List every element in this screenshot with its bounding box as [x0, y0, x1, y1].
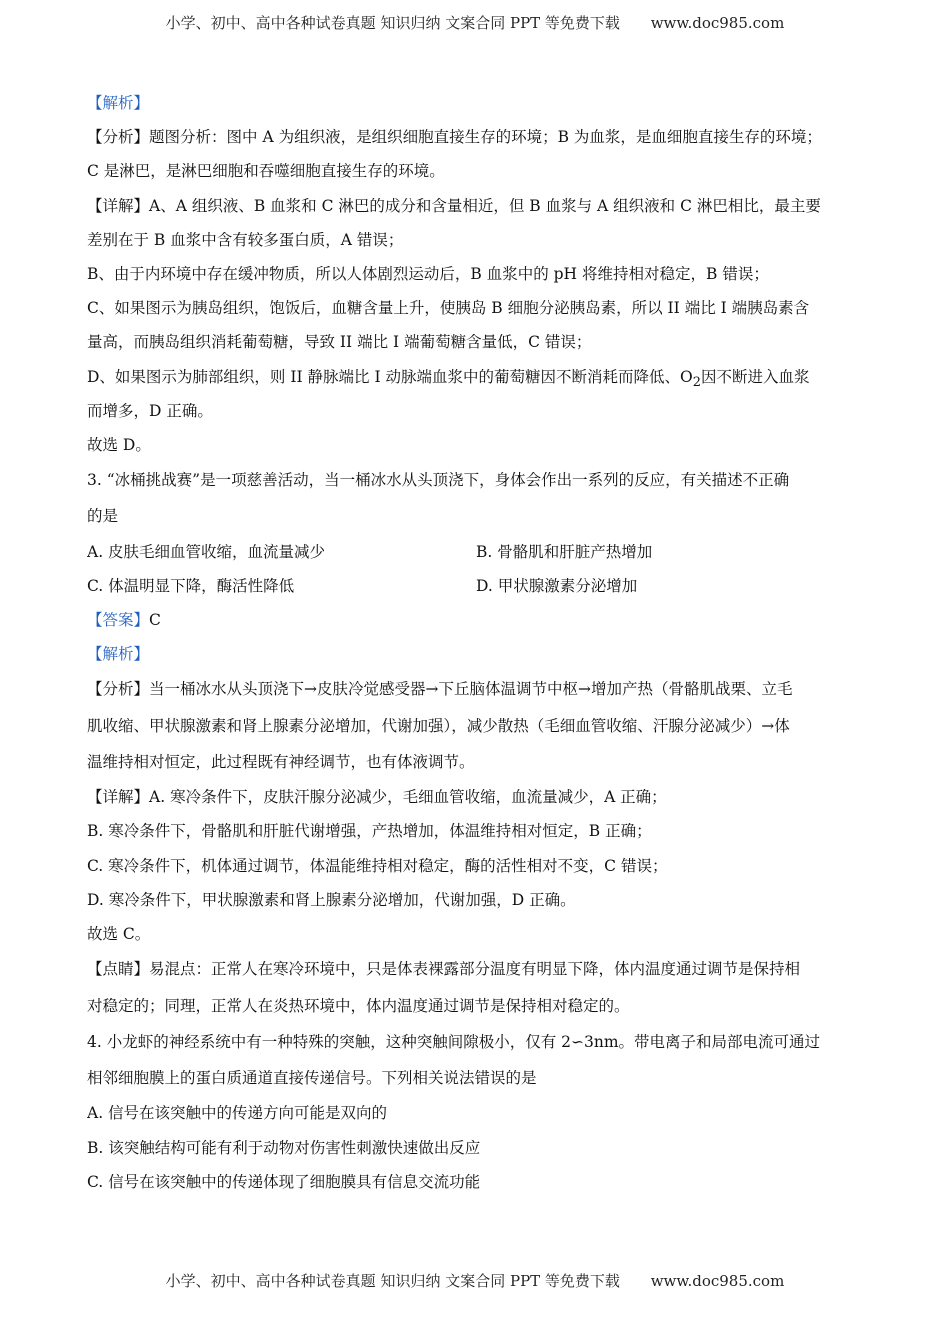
- jiexi-tag: 【解析】: [87, 94, 150, 112]
- page-footer: [0, 1270, 950, 1291]
- q2-xiangjie-line: B、由于内环境中存在缓冲物质，所以人体剧烈运动后，B 血浆中的 pH 将维持相对稳定，B 错误；: [87, 264, 769, 283]
- header-url[interactable]: www.doc985.com: [650, 14, 785, 32]
- text-span: 因不断进入血浆: [700, 367, 810, 386]
- q3-xiangjie-line: B. 寒冷条件下，骨骼肌和肝脏代谢增强，产热增加，体温维持相对恒定，B 正确；: [87, 822, 652, 841]
- xiangjie-tag: 【详解】: [87, 788, 150, 807]
- text-span: A. 寒冷条件下，皮肤汗腺分泌减少，毛细血管收缩，血流量减少，A 正确；: [149, 788, 667, 807]
- page-header: [0, 12, 950, 33]
- q3-option-b: B. 骨骼肌和肝脏产热增加: [476, 542, 653, 561]
- xiangjie-tag: 【详解】: [87, 196, 150, 215]
- text-span: A、A 组织液、B 血浆和 C 淋巴的成分和含量相近，但 B 血浆与 A 组织液和 C 淋巴相比，最主要: [149, 196, 821, 215]
- text-span: 当一桶冰水从头顶浇下→皮肤冷觉感受器→下丘脑体温调节中枢→增加产热（骨骼肌战栗、立毛: [149, 680, 793, 699]
- q2-fenxi-line: C 是淋巴，是淋巴细胞和吞噬细胞直接生存的环境。: [87, 162, 445, 181]
- q4-option-b: B. 该突触结构可能有利于动物对伤害性刺激快速做出反应: [87, 1138, 481, 1157]
- q2-fenxi-line: [87, 120, 867, 154]
- q3-dianjing-line: [87, 951, 867, 987]
- text-span: 易混点：正常人在寒冷环境中，只是体表裸露部分温度有明显下降，体内温度通过调节是保持相: [149, 960, 801, 979]
- q3-stem: 的是: [87, 507, 119, 526]
- fenxi-tag: 【分析】: [87, 128, 150, 147]
- q3-fenxi-line: 肌收缩、甲状腺激素和肾上腺素分泌增加，代谢加强），减少散热（毛细血管收缩、汗腺分泌减少）→体: [87, 716, 790, 735]
- q2-xiangjie-line: C、如果图示为胰岛组织，饱饭后，血糖含量上升，使胰岛 B 细胞分泌胰岛素，所以 II 端比 I 端胰岛素含: [87, 299, 810, 318]
- q3-options-row: [87, 535, 867, 569]
- footer-text: 小学、初中、高中各种试卷真题 知识归纳 文案合同 PPT 等免费下载: [165, 1272, 620, 1290]
- q2-answer-choice: 故选 D。: [87, 435, 151, 454]
- q3-option-d: D. 甲状腺激素分泌增加: [476, 576, 638, 595]
- q3-options-row: [87, 569, 867, 603]
- q3-fenxi-line: 温维持相对恒定，此过程既有神经调节，也有体液调节。: [87, 753, 475, 771]
- answer-tag: 【答案】: [87, 611, 150, 630]
- q3-option-c: C. 体温明显下降，酶活性降低: [87, 576, 295, 595]
- jiexi-tag: 【解析】: [87, 645, 150, 664]
- answer-value: C: [149, 611, 161, 630]
- q2-xiangjie-line: [87, 189, 867, 223]
- q3-xiangjie-line: [87, 780, 867, 814]
- q3-option-a: A. 皮肤毛细血管收缩，血流量减少: [87, 542, 326, 561]
- dianjing-tag: 【点睛】: [87, 960, 150, 979]
- subscript: 2: [692, 374, 701, 390]
- q4-option-a: A. 信号在该突触中的传递方向可能是双向的: [87, 1104, 388, 1123]
- header-text: 小学、初中、高中各种试卷真题 知识归纳 文案合同 PPT 等免费下载: [165, 14, 620, 32]
- text-span: 题图分析：图中 A 为组织液，是组织细胞直接生存的环境；B 为血浆，是血细胞直接生存的环境；: [149, 128, 822, 147]
- q4-option-c: C. 信号在该突触中的传递体现了细胞膜具有信息交流功能: [87, 1172, 481, 1191]
- q4-stem: 4. 小龙虾的神经系统中有一种特殊的突触，这种突触间隙极小，仅有 2∽3nm。带电离子和局部电流可通过: [87, 1032, 821, 1051]
- q3-xiangjie-line: C. 寒冷条件下，机体通过调节，体温能维持相对稳定，酶的活性相对不变，C 错误；: [87, 856, 668, 875]
- q2-xiangjie-line: 差别在于 B 血浆中含有较多蛋白质，A 错误；: [87, 230, 404, 249]
- q2-xiangjie-line: [87, 360, 867, 394]
- q3-fenxi-line: [87, 671, 867, 707]
- q3-answer-choice: 故选 C。: [87, 925, 151, 944]
- q3-stem: 3. “冰桶挑战赛”是一项慈善活动，当一桶冰水从头顶浇下，身体会作出一系列的反应，有关描述不正确: [87, 471, 790, 490]
- q2-xiangjie-line: 量高，而胰岛组织消耗葡萄糖，导致 II 端比 I 端葡萄糖含量低，C 错误；: [87, 333, 592, 352]
- q2-jiexi-heading: [87, 86, 867, 120]
- footer-url[interactable]: www.doc985.com: [650, 1272, 785, 1290]
- q3-answer: [87, 603, 867, 637]
- q3-jiexi-heading: [87, 637, 867, 671]
- q3-xiangjie-line: D. 寒冷条件下，甲状腺激素和肾上腺素分泌增加，代谢加强，D 正确。: [87, 890, 576, 909]
- fenxi-tag: 【分析】: [87, 680, 150, 699]
- text-span: D、如果图示为肺部组织，则 II 静脉端比 I 动脉端血浆中的葡萄糖因不断消耗而降低、O: [87, 367, 693, 386]
- q4-stem: 相邻细胞膜上的蛋白质通道直接传递信号。下列相关说法错误的是: [87, 1069, 537, 1088]
- document-body: [87, 86, 867, 1199]
- q3-dianjing-line: 对稳定的；同理，正常人在炎热环境中，体内温度通过调节是保持相对稳定的。: [87, 996, 630, 1015]
- q2-xiangjie-line: 而增多，D 正确。: [87, 401, 213, 420]
